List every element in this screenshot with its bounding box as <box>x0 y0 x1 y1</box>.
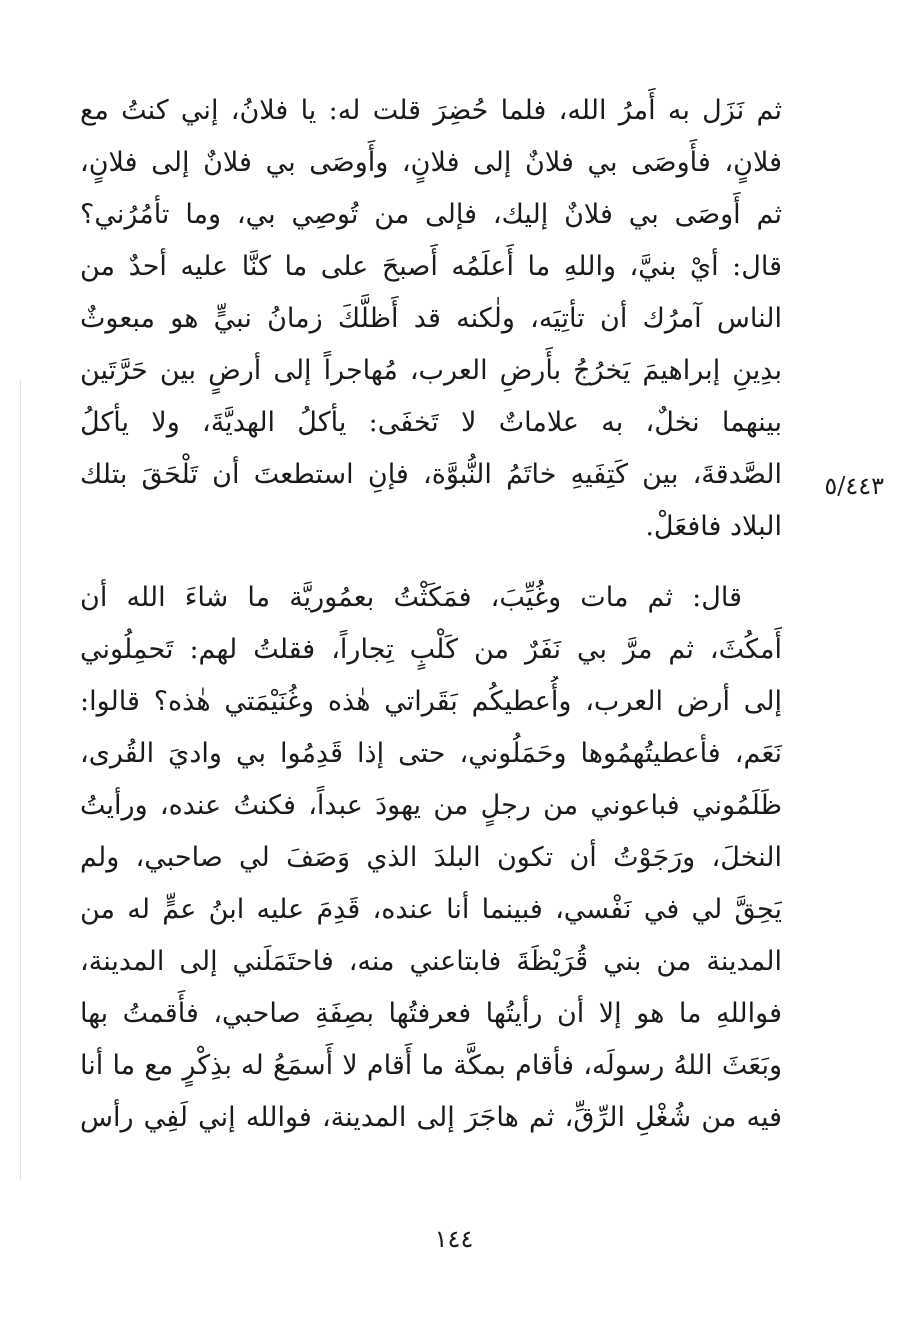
text-line: بينهما نخلٌ، به علاماتٌ لا تَخفَى: يأكلُ الهديَّةَ، ولا يأكلُ <box>80 407 782 438</box>
text-line: ظَلَمُوني فباعوني من رجلٍ من يهودَ عبداً، فكنتُ عنده، ورأيتُ <box>80 790 782 821</box>
scan-edge-line <box>20 380 21 1180</box>
text-line: نَعَم، فأعطيتُهمُوها وحَمَلُوني، حتى إذا قَدِمُوا بي واديَ القُرى، <box>80 738 782 769</box>
page-number: ١٤٤ <box>434 1225 474 1253</box>
text-line: ثم نَزَل به أَمرُ الله، فلما حُضِرَ قلت له: يا فلانُ، إني كنتُ مع <box>80 95 782 126</box>
text-line: أَمكُثَ، ثم مرَّ بي نَفَرٌ من كَلْبٍ تِجاراً، فقلتُ لهم: تَحمِلُوني <box>80 634 782 665</box>
text-line: بدِينِ إبراهيمَ يَخرُجُ بأَرضِ العرب، مُهاجراً إلى أرضٍ بين حَرَّتَين <box>80 355 782 386</box>
text-line: قال: ثم مات وغُيِّبَ، فمَكَثْتُ بعمُوريَّة ما شاءَ الله أن <box>80 582 742 613</box>
paragraph-2 <box>80 572 782 1144</box>
text-line: المدينة من بني قُرَيْظَةَ فابتاعني منه، فاحتَمَلَني إلى المدينة، <box>80 946 782 977</box>
text-line: ثم أَوصَى بي فلانٌ إليك، فإلى من تُوصِي بي، وما تأمُرُني؟ <box>80 199 782 230</box>
text-line: قال: أيْ بنيَّ، واللهِ ما أَعلَمُه أَصبحَ على ما كنَّا عليه أحدٌ من <box>80 251 782 282</box>
text-line: يَحِقَّ لي في نَفْسي، فبينما أنا عنده، قَدِمَ عليه ابنُ عمٍّ له من <box>80 894 782 925</box>
text-line: البلاد فافعَلْ. <box>645 511 782 542</box>
text-line: الصَّدقةَ، بين كَتِفَيهِ خاتَمُ النُّبوَّة، فإنِ استطعتَ أن تَلْحَقَ بتلك <box>80 459 782 490</box>
text-line: فواللهِ ما هو إلا أن رأيتُها فعرفتُها بصِفَةِ صاحبي، فأَقمتُ بها <box>80 998 782 1029</box>
text-line: فيه من شُغْلِ الرِّقِّ، ثم هاجَرَ إلى المدينة، فوالله إني لَفِي رأس <box>80 1102 782 1133</box>
text-line: وبَعَثَ اللهُ رسولَه، فأقام بمكَّة ما أَقام لا أَسمَعُ له بذِكْرٍ مع ما أنا <box>80 1050 782 1081</box>
paragraph-1 <box>80 85 782 553</box>
text-line: إلى أرض العرب، وأُعطيكُم بَقَراتي هٰذه وغُنَيْمَتي هٰذه؟ قالوا: <box>80 686 782 717</box>
text-line: الناس آمرُك أن تأتِيَه، ولٰكنه قد أَظلَّكَ زمانُ نبيٍّ هو مبعوثٌ <box>80 303 782 334</box>
text-line: النخلَ، ورَجَوْتُ أن تكون البلدَ الذي وَصَفَ لي صاحبي، ولم <box>80 842 782 873</box>
margin-reference: ٥/٤٤٣ <box>824 472 884 500</box>
text-line: فلانٍ، فأَوصَى بي فلانٌ إلى فلانٍ، وأَوصَى بي فلانٌ إلى فلانٍ، <box>80 147 782 178</box>
